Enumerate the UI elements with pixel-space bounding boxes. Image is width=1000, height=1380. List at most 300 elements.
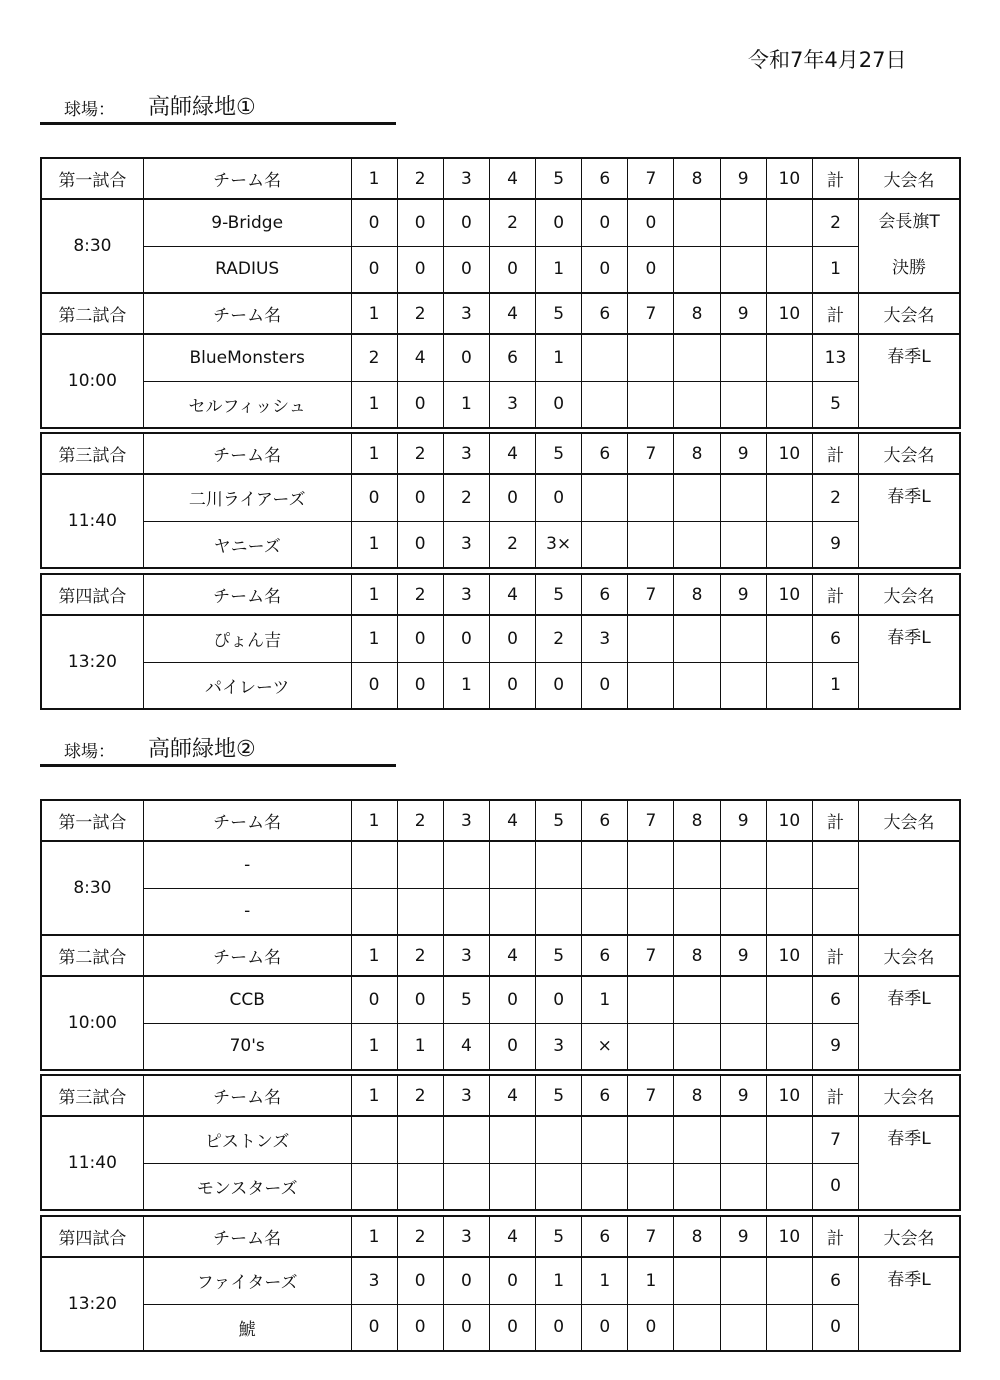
team-name: -	[143, 888, 351, 935]
inning-header: 2	[397, 574, 443, 615]
inning-score: 0	[536, 1304, 582, 1351]
inning-header: 5	[536, 1216, 582, 1257]
team-row	[41, 381, 960, 428]
game-label: 第二試合	[41, 935, 143, 976]
inning-score: 1	[628, 1257, 674, 1304]
inning-score	[720, 199, 766, 246]
inning-score	[720, 841, 766, 888]
inning-score	[720, 1163, 766, 1210]
team-name: 70's	[143, 1023, 351, 1070]
inning-header: 1	[351, 574, 397, 615]
inning-score	[582, 1116, 628, 1163]
team-name: モンスターズ	[143, 1163, 351, 1210]
inning-header: 3	[443, 1216, 489, 1257]
inning-score: 0	[397, 474, 443, 521]
team-header: チーム名	[143, 1216, 351, 1257]
inning-score: 1	[351, 521, 397, 568]
inning-header: 4	[489, 433, 535, 474]
inning-score: 1	[351, 615, 397, 662]
competition-header: 大会名	[859, 293, 960, 334]
inning-score	[582, 888, 628, 935]
team-row	[41, 521, 960, 568]
inning-header: 8	[674, 1216, 720, 1257]
total-score	[812, 888, 858, 935]
total-score: 2	[812, 199, 858, 246]
inning-score	[674, 1257, 720, 1304]
inning-score	[766, 615, 812, 662]
inning-header: 10	[766, 293, 812, 334]
competition-header: 大会名	[859, 574, 960, 615]
inning-score	[674, 246, 720, 293]
inning-score	[720, 334, 766, 381]
inning-score: 0	[536, 474, 582, 521]
team-header: チーム名	[143, 574, 351, 615]
total-header: 計	[812, 293, 858, 334]
inning-score: 3	[536, 1023, 582, 1070]
inning-score	[674, 381, 720, 428]
total-score: 2	[812, 474, 858, 521]
game-header-row	[41, 293, 960, 334]
inning-score: 1	[443, 662, 489, 709]
inning-score: 0	[397, 1257, 443, 1304]
team-header: チーム名	[143, 158, 351, 199]
inning-score: 0	[397, 662, 443, 709]
inning-header: 3	[443, 433, 489, 474]
inning-score: 0	[582, 662, 628, 709]
total-score: 5	[812, 381, 858, 428]
inning-header: 8	[674, 574, 720, 615]
inning-header: 8	[674, 800, 720, 841]
inning-header: 7	[628, 1075, 674, 1116]
total-score: 0	[812, 1163, 858, 1210]
inning-score: 1	[582, 976, 628, 1023]
team-header: チーム名	[143, 433, 351, 474]
inning-header: 5	[536, 1075, 582, 1116]
total-header: 計	[812, 935, 858, 976]
inning-score: 0	[536, 662, 582, 709]
inning-score: 0	[536, 199, 582, 246]
inning-score	[536, 1116, 582, 1163]
inning-score	[674, 1304, 720, 1351]
venue-name: 高師緑地②	[148, 737, 256, 762]
inning-header: 1	[351, 158, 397, 199]
team-row	[41, 888, 960, 935]
game-label: 第四試合	[41, 574, 143, 615]
inning-score	[674, 521, 720, 568]
inning-score	[443, 1116, 489, 1163]
inning-score: 0	[443, 615, 489, 662]
game-header-row	[41, 800, 960, 841]
inning-header: 9	[720, 293, 766, 334]
inning-header: 4	[489, 574, 535, 615]
inning-header: 2	[397, 293, 443, 334]
inning-header: 10	[766, 574, 812, 615]
competition-name: 会長旗T	[859, 199, 960, 246]
inning-score	[489, 841, 535, 888]
game-label: 第一試合	[41, 158, 143, 199]
inning-score: 0	[489, 1023, 535, 1070]
inning-score: 0	[351, 246, 397, 293]
game-time: 13:20	[41, 615, 143, 709]
team-row	[41, 1023, 960, 1070]
inning-score	[766, 1257, 812, 1304]
competition-header: 大会名	[859, 1075, 960, 1116]
game-table	[40, 573, 961, 710]
total-score: 7	[812, 1116, 858, 1163]
game-time: 10:00	[41, 334, 143, 428]
inning-score	[766, 1304, 812, 1351]
competition-name	[859, 521, 960, 568]
team-name: CCB	[143, 976, 351, 1023]
inning-score: 0	[397, 521, 443, 568]
inning-score: 0	[489, 976, 535, 1023]
game-label: 第四試合	[41, 1216, 143, 1257]
team-name: -	[143, 841, 351, 888]
venue-label: 球場：	[64, 100, 115, 120]
inning-header: 8	[674, 1075, 720, 1116]
inning-score: 0	[489, 246, 535, 293]
inning-header: 9	[720, 800, 766, 841]
team-row	[41, 199, 960, 246]
inning-score	[628, 521, 674, 568]
inning-header: 1	[351, 1216, 397, 1257]
inning-header: 6	[582, 1075, 628, 1116]
total-score: 6	[812, 615, 858, 662]
inning-score	[489, 888, 535, 935]
inning-header: 3	[443, 800, 489, 841]
inning-header: 3	[443, 935, 489, 976]
inning-header: 6	[582, 293, 628, 334]
venue-name: 高師緑地①	[148, 95, 256, 120]
team-name: ヤニーズ	[143, 521, 351, 568]
inning-header: 8	[674, 433, 720, 474]
total-score: 0	[812, 1304, 858, 1351]
inning-score: 0	[443, 334, 489, 381]
inning-header: 3	[443, 293, 489, 334]
team-name: ピストンズ	[143, 1116, 351, 1163]
inning-score: 0	[536, 976, 582, 1023]
game-time: 11:40	[41, 474, 143, 568]
game-time: 8:30	[41, 199, 143, 293]
team-header: チーム名	[143, 1075, 351, 1116]
game-header-row	[41, 574, 960, 615]
total-score: 1	[812, 662, 858, 709]
inning-score: 2	[489, 199, 535, 246]
game-table	[40, 432, 961, 569]
total-score: 1	[812, 246, 858, 293]
inning-header: 2	[397, 935, 443, 976]
inning-score	[766, 199, 812, 246]
inning-score	[489, 1116, 535, 1163]
inning-score: 1	[351, 381, 397, 428]
inning-score	[397, 888, 443, 935]
total-score: 6	[812, 1257, 858, 1304]
inning-header: 2	[397, 1216, 443, 1257]
inning-score	[766, 1163, 812, 1210]
inning-score	[628, 334, 674, 381]
inning-score	[582, 521, 628, 568]
inning-score	[766, 662, 812, 709]
inning-score	[720, 888, 766, 935]
inning-score	[489, 1163, 535, 1210]
total-header: 計	[812, 433, 858, 474]
inning-score	[582, 841, 628, 888]
inning-header: 3	[443, 1075, 489, 1116]
inning-score: 0	[489, 474, 535, 521]
inning-score	[351, 888, 397, 935]
venue-label: 球場：	[64, 742, 115, 762]
team-row	[41, 246, 960, 293]
inning-score: 2	[536, 615, 582, 662]
inning-header: 1	[351, 433, 397, 474]
inning-score	[720, 246, 766, 293]
inning-score	[628, 888, 674, 935]
inning-header: 2	[397, 1075, 443, 1116]
inning-score: 4	[443, 1023, 489, 1070]
team-row	[41, 1116, 960, 1163]
inning-score	[766, 474, 812, 521]
inning-score	[582, 334, 628, 381]
inning-score: 0	[628, 1304, 674, 1351]
inning-header: 2	[397, 433, 443, 474]
inning-score: 0	[489, 1304, 535, 1351]
inning-header: 9	[720, 433, 766, 474]
inning-score: 2	[443, 474, 489, 521]
inning-score	[720, 662, 766, 709]
inning-score	[766, 1023, 812, 1070]
inning-score	[720, 976, 766, 1023]
inning-score: 0	[397, 381, 443, 428]
team-name: 9-Bridge	[143, 199, 351, 246]
inning-score: 0	[582, 199, 628, 246]
document-date: 令和7年4月27日	[748, 48, 907, 72]
game-table	[40, 799, 961, 936]
inning-score	[443, 888, 489, 935]
inning-score: 0	[443, 199, 489, 246]
inning-header: 2	[397, 800, 443, 841]
inning-score	[720, 1257, 766, 1304]
inning-score: 0	[536, 381, 582, 428]
inning-score	[628, 474, 674, 521]
team-name: 鯱	[143, 1304, 351, 1351]
inning-score	[443, 841, 489, 888]
inning-score: 0	[397, 615, 443, 662]
inning-score: 4	[397, 334, 443, 381]
inning-header: 5	[536, 158, 582, 199]
inning-header: 8	[674, 158, 720, 199]
venue-header	[40, 92, 396, 125]
inning-score	[720, 474, 766, 521]
competition-header: 大会名	[859, 800, 960, 841]
inning-score	[397, 841, 443, 888]
inning-header: 3	[443, 574, 489, 615]
game-time: 8:30	[41, 841, 143, 935]
team-row	[41, 1257, 960, 1304]
inning-score: 0	[443, 1257, 489, 1304]
inning-score	[674, 1023, 720, 1070]
inning-score	[674, 474, 720, 521]
team-row	[41, 976, 960, 1023]
inning-score	[766, 888, 812, 935]
team-row	[41, 1304, 960, 1351]
game-header-row	[41, 935, 960, 976]
total-score: 6	[812, 976, 858, 1023]
team-name: RADIUS	[143, 246, 351, 293]
inning-score: 0	[628, 199, 674, 246]
competition-name	[859, 1023, 960, 1070]
inning-score	[351, 1163, 397, 1210]
inning-score: 0	[582, 1304, 628, 1351]
inning-score	[720, 521, 766, 568]
game-label: 第三試合	[41, 1075, 143, 1116]
inning-header: 10	[766, 935, 812, 976]
inning-header: 7	[628, 293, 674, 334]
competition-name: 春季L	[859, 474, 960, 521]
inning-score: 0	[397, 199, 443, 246]
total-header: 計	[812, 800, 858, 841]
inning-header: 1	[351, 1075, 397, 1116]
inning-score: 0	[351, 662, 397, 709]
inning-score	[766, 246, 812, 293]
inning-header: 2	[397, 158, 443, 199]
game-table	[40, 1215, 961, 1352]
inning-header: 6	[582, 935, 628, 976]
inning-score: 0	[489, 1257, 535, 1304]
inning-header: 1	[351, 935, 397, 976]
inning-score	[674, 199, 720, 246]
game-label: 第三試合	[41, 433, 143, 474]
total-header: 計	[812, 158, 858, 199]
inning-header: 6	[582, 1216, 628, 1257]
inning-score	[536, 1163, 582, 1210]
competition-name	[859, 1163, 960, 1210]
venue-header	[40, 734, 396, 767]
game-table	[40, 1074, 961, 1211]
competition-name: 春季L	[859, 1116, 960, 1163]
total-score	[812, 841, 858, 888]
inning-score	[628, 1116, 674, 1163]
competition-header: 大会名	[859, 158, 960, 199]
competition-header: 大会名	[859, 935, 960, 976]
game-table	[40, 934, 961, 1071]
inning-score	[720, 1116, 766, 1163]
inning-score: 2	[489, 521, 535, 568]
inning-header: 9	[720, 935, 766, 976]
competition-name	[859, 841, 960, 888]
inning-score	[582, 474, 628, 521]
inning-header: 5	[536, 800, 582, 841]
inning-score	[536, 841, 582, 888]
team-name: セルフィッシュ	[143, 381, 351, 428]
team-header: チーム名	[143, 935, 351, 976]
inning-score: 0	[628, 246, 674, 293]
competition-name	[859, 1304, 960, 1351]
inning-score	[766, 976, 812, 1023]
team-name: パイレーツ	[143, 662, 351, 709]
inning-score	[443, 1163, 489, 1210]
inning-score	[536, 888, 582, 935]
inning-header: 1	[351, 293, 397, 334]
inning-score: 0	[397, 1304, 443, 1351]
inning-score: ×	[582, 1023, 628, 1070]
inning-header: 5	[536, 433, 582, 474]
inning-score: 0	[397, 976, 443, 1023]
team-row	[41, 662, 960, 709]
inning-score: 0	[351, 199, 397, 246]
competition-name	[859, 662, 960, 709]
inning-score: 1	[351, 1023, 397, 1070]
inning-header: 7	[628, 574, 674, 615]
game-label: 第一試合	[41, 800, 143, 841]
inning-header: 9	[720, 158, 766, 199]
inning-score: 0	[582, 246, 628, 293]
inning-score	[674, 888, 720, 935]
inning-score: 0	[489, 615, 535, 662]
inning-score: 3×	[536, 521, 582, 568]
inning-score: 2	[351, 334, 397, 381]
inning-score: 0	[351, 976, 397, 1023]
inning-score	[628, 841, 674, 888]
competition-header: 大会名	[859, 433, 960, 474]
game-header-row	[41, 1216, 960, 1257]
inning-header: 10	[766, 800, 812, 841]
competition-name: 春季L	[859, 334, 960, 381]
inning-header: 3	[443, 158, 489, 199]
inning-score: 5	[443, 976, 489, 1023]
game-header-row	[41, 1075, 960, 1116]
inning-score	[766, 521, 812, 568]
inning-score: 1	[397, 1023, 443, 1070]
team-name: BlueMonsters	[143, 334, 351, 381]
inning-header: 6	[582, 433, 628, 474]
total-header: 計	[812, 1075, 858, 1116]
inning-score	[720, 381, 766, 428]
team-name: ぴょん吉	[143, 615, 351, 662]
inning-header: 10	[766, 1075, 812, 1116]
inning-score	[766, 841, 812, 888]
inning-score: 1	[443, 381, 489, 428]
inning-score: 3	[489, 381, 535, 428]
competition-name	[859, 381, 960, 428]
inning-header: 4	[489, 1075, 535, 1116]
inning-score	[674, 841, 720, 888]
inning-header: 7	[628, 935, 674, 976]
inning-score	[397, 1163, 443, 1210]
inning-score	[674, 662, 720, 709]
team-row	[41, 1163, 960, 1210]
competition-name: 春季L	[859, 976, 960, 1023]
inning-score: 1	[536, 334, 582, 381]
inning-header: 9	[720, 1216, 766, 1257]
inning-score	[720, 1023, 766, 1070]
inning-header: 6	[582, 574, 628, 615]
inning-score: 1	[536, 1257, 582, 1304]
inning-header: 10	[766, 433, 812, 474]
total-header: 計	[812, 574, 858, 615]
inning-header: 7	[628, 800, 674, 841]
inning-header: 4	[489, 158, 535, 199]
inning-header: 9	[720, 1075, 766, 1116]
inning-score	[628, 1163, 674, 1210]
team-header: チーム名	[143, 800, 351, 841]
inning-score: 3	[351, 1257, 397, 1304]
inning-score	[674, 976, 720, 1023]
inning-header: 10	[766, 158, 812, 199]
inning-header: 5	[536, 574, 582, 615]
inning-header: 9	[720, 574, 766, 615]
inning-score	[628, 1023, 674, 1070]
team-row	[41, 334, 960, 381]
